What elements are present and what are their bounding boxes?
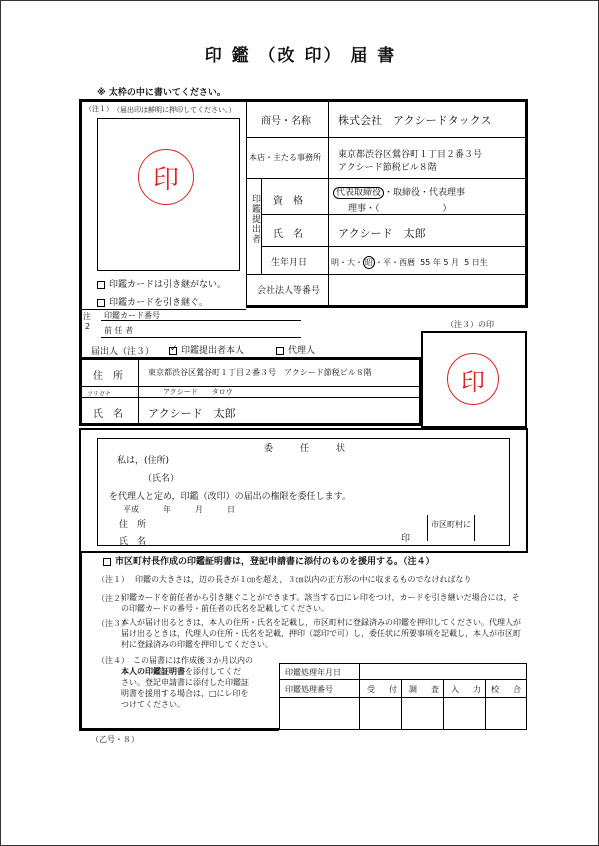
- seal-note-text: （届出印は鮮明に押印してください。）: [113, 106, 236, 114]
- corp-number-label: 会社法人等番号: [257, 286, 321, 296]
- qualification-selected: 代表取締役: [333, 187, 384, 199]
- submitter-label: 印鑑提出者: [250, 194, 260, 244]
- filer-label: 届出人（注３）: [91, 347, 155, 357]
- prev-holder-label: 前 任 者: [104, 326, 134, 335]
- era-selected: 昭: [365, 258, 373, 267]
- delegation-name-label: 氏 名: [119, 537, 147, 547]
- city-seal-label: 市区町村に: [427, 515, 475, 541]
- col-tsuke: 付: [389, 685, 397, 694]
- page-title: 印 鑑 （改 印） 届 書: [204, 46, 397, 66]
- note4-text: この届書には作成後３か月以内の: [133, 656, 253, 665]
- checkbox-icon: [97, 299, 105, 307]
- filer-seal-stamp-icon: 印: [447, 353, 499, 405]
- address-label: 住 所: [93, 371, 123, 382]
- note2-num: 2: [85, 322, 91, 331]
- note1-label: （注１）: [85, 105, 113, 113]
- checkbox-icon: [276, 347, 284, 355]
- note2-text: 印鑑カードを前任者から引き継ぐことができます。該当する□にレ印をつけ，カードを引き継いだ場合には，その印鑑カードの番号・前任者の氏名を記載してください。: [121, 593, 520, 613]
- note4-line1: 本人の印鑑証明書を添付してくだ: [121, 667, 241, 676]
- checkbox-checked-icon: [169, 347, 177, 355]
- form-code: （乙号・８）: [91, 735, 139, 744]
- processing-number-label: 印鑑処理番号: [285, 685, 333, 694]
- dob-label: 生年月日: [271, 258, 308, 268]
- delegation-line1[interactable]: 私は，(住所): [117, 456, 170, 466]
- dob-value[interactable]: 明・大・ 昭 ・平・西暦 55 年 5 月 5 日生: [331, 258, 488, 267]
- delegation-line2[interactable]: （氏名）: [143, 474, 180, 484]
- seal-stamp-icon: 印: [138, 149, 194, 205]
- instruction-text: ※ 太枠の中に書いてください。: [97, 88, 226, 98]
- delegation-address-label: 住 所: [119, 520, 147, 530]
- col-kou: 校: [491, 685, 499, 694]
- col-ryoku: 力: [473, 685, 481, 694]
- card-inherit-option[interactable]: 印鑑カードを引き継ぐ。: [97, 295, 208, 308]
- col-chou: 調: [409, 685, 417, 694]
- office-line1[interactable]: 東京都渋谷区鶯谷町１丁目２番３号: [338, 150, 483, 160]
- person-name-value[interactable]: アクシード 太郎: [338, 227, 426, 240]
- address-value[interactable]: 東京都渋谷区鶯谷町１丁目２番３号 アクシード節税ビル８階: [148, 368, 372, 377]
- qualification-line1[interactable]: 代表取締役 ・取締役・代表理事: [333, 185, 465, 198]
- delegation-date[interactable]: 平成 年 月 日: [123, 505, 235, 514]
- note1-label-footer: （注１）: [97, 575, 129, 584]
- qualification-label: 資 格: [273, 196, 303, 207]
- note4-line3: 明書を援用する場合は，□にレ印を: [121, 689, 249, 698]
- office-label: 本店・主たる事務所: [249, 153, 321, 162]
- checkbox-icon: [103, 558, 111, 566]
- note2-label-footer: （注２）: [97, 594, 129, 603]
- delegation-seal-label: 印: [401, 534, 411, 544]
- delegation-heading: 委 任 状: [264, 444, 346, 454]
- furigana-label: フリガナ: [87, 391, 111, 398]
- filer-self-option[interactable]: ✓ 印鑑提出者本人: [169, 343, 244, 356]
- filer-name-value[interactable]: アクシード 太郎: [148, 407, 236, 420]
- company-name-value[interactable]: 株式会社 アクシードタックス: [338, 114, 492, 127]
- note3-text: 本人が届け出るときは，本人の住所・氏名を記載し，市区町村に登録済みの印鑑を押印してください。代理人が届け出るときは，代理人の住所・氏名を記載，押印（認印で可）し，委任状に所要事項を記載し，本人が市区町村に登録済みの印鑑を押印してください。: [121, 618, 521, 649]
- note2-label: 注: [83, 312, 91, 321]
- card-number-label: 印鑑カード番号: [104, 311, 160, 320]
- note4-line4: つけてください。: [121, 700, 185, 709]
- note1-text: 印鑑の大きさは，辺の長さが１㎝を超え，３㎝以内の正方形の中に収まるものでなければなり: [135, 575, 472, 584]
- col-gou: 合: [513, 685, 521, 694]
- note4-label-footer: （注４）: [97, 656, 129, 665]
- certificate-note[interactable]: 市区町村長作成の印鑑証明書は，登記申請書に添付のものを援用する。（注４）: [103, 554, 435, 567]
- filer-agent-option[interactable]: 代理人: [276, 343, 315, 356]
- col-sa: 査: [431, 685, 439, 694]
- filer-name-label: 氏 名: [93, 409, 123, 420]
- col-nyu: 入: [451, 685, 459, 694]
- card-no-inherit-option[interactable]: 印鑑カードは引き継がない。: [97, 277, 226, 290]
- note4-line2: さい。登記申請書に添付した印鑑証: [121, 678, 249, 687]
- processing-date-label: 印鑑処理年月日: [285, 668, 341, 677]
- checkbox-icon: [97, 281, 105, 289]
- note3-label-footer: （注３）: [97, 619, 129, 628]
- delegation-line3: を代理人と定め，印鑑（改印）の届出の権限を委任します。: [109, 492, 351, 502]
- furigana-value[interactable]: アクシード タロウ: [163, 388, 233, 396]
- note3-seal-label: （注３）の印: [446, 320, 494, 329]
- col-uke: 受: [367, 685, 375, 694]
- company-name-label: 商号・名称: [261, 116, 311, 127]
- office-line2[interactable]: アクシード節税ビル８階: [338, 163, 437, 173]
- person-name-label: 氏 名: [273, 229, 303, 240]
- qualification-line2[interactable]: 理事・（ ）: [348, 204, 452, 214]
